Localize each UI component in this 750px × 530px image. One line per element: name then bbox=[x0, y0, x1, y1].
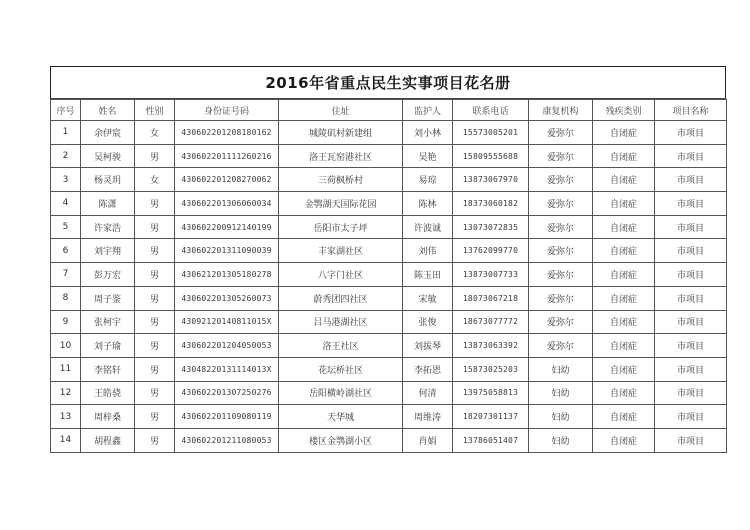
table-row bbox=[51, 428, 727, 452]
table-cell: 6 bbox=[51, 239, 81, 263]
table-cell: 43048220131114013X bbox=[175, 357, 279, 381]
table-cell: 13873067970 bbox=[453, 168, 529, 192]
table-cell: 自闭症 bbox=[593, 357, 655, 381]
table-cell: 张柯宇 bbox=[81, 310, 135, 334]
table-cell: 花坛桥社区 bbox=[279, 357, 403, 381]
table-cell: 430602201311090039 bbox=[175, 239, 279, 263]
table-row bbox=[51, 215, 727, 239]
table-cell: 男 bbox=[135, 286, 175, 310]
table-cell: 自闭症 bbox=[593, 263, 655, 287]
table-cell: 刘宇翔 bbox=[81, 239, 135, 263]
header-cell: 性别 bbox=[135, 100, 175, 121]
table-cell: 刘拔琴 bbox=[403, 334, 453, 358]
table-cell: 洛王瓦窑港社区 bbox=[279, 144, 403, 168]
table-cell: 430602201111260216 bbox=[175, 144, 279, 168]
table-cell: 妇幼 bbox=[529, 357, 593, 381]
table-cell: 男 bbox=[135, 334, 175, 358]
table-cell: 市项目 bbox=[655, 215, 727, 239]
table-cell: 市项目 bbox=[655, 286, 727, 310]
table-cell: 自闭症 bbox=[593, 144, 655, 168]
table-cell: 430602201305260073 bbox=[175, 286, 279, 310]
table-cell: 女 bbox=[135, 168, 175, 192]
table-cell: 宋敏 bbox=[403, 286, 453, 310]
table-cell: 彭万宏 bbox=[81, 263, 135, 287]
table-cell: 18673077772 bbox=[453, 310, 529, 334]
table-row bbox=[51, 334, 727, 358]
table-cell: 岳阳市太子坪 bbox=[279, 215, 403, 239]
table-cell: 市项目 bbox=[655, 334, 727, 358]
table-cell: 15809555688 bbox=[453, 144, 529, 168]
table-cell: 爱弥尔 bbox=[529, 239, 593, 263]
table-cell: 11 bbox=[51, 357, 81, 381]
table-cell: 12 bbox=[51, 381, 81, 405]
table-cell: 李铭轩 bbox=[81, 357, 135, 381]
table-cell: 岳阳横岭湖社区 bbox=[279, 381, 403, 405]
table-cell: 430602201204050053 bbox=[175, 334, 279, 358]
header-cell: 联系电话 bbox=[453, 100, 529, 121]
table-cell: 自闭症 bbox=[593, 168, 655, 192]
table-cell: 4 bbox=[51, 192, 81, 216]
table-cell: 易琼 bbox=[403, 168, 453, 192]
header-row bbox=[51, 100, 727, 121]
table-cell: 吴柯骏 bbox=[81, 144, 135, 168]
table-cell: 男 bbox=[135, 239, 175, 263]
table-cell: 爱弥尔 bbox=[529, 286, 593, 310]
table-cell: 李拓恩 bbox=[403, 357, 453, 381]
table-cell: 市项目 bbox=[655, 239, 727, 263]
table-cell: 金鹗湖天国际花园 bbox=[279, 192, 403, 216]
table-cell: 自闭症 bbox=[593, 121, 655, 145]
table-cell: 市项目 bbox=[655, 121, 727, 145]
table-cell: 爱弥尔 bbox=[529, 168, 593, 192]
table-cell: 丰家湖社区 bbox=[279, 239, 403, 263]
table-cell: 陈林 bbox=[403, 192, 453, 216]
table-cell: 8 bbox=[51, 286, 81, 310]
table-cell: 13975058813 bbox=[453, 381, 529, 405]
table-cell: 刘伟 bbox=[403, 239, 453, 263]
header-cell: 项目名称 bbox=[655, 100, 727, 121]
table-cell: 市项目 bbox=[655, 381, 727, 405]
table-cell: 杨灵玥 bbox=[81, 168, 135, 192]
table-row bbox=[51, 168, 727, 192]
table-cell: 430602201208270062 bbox=[175, 168, 279, 192]
table-cell: 430602201307250276 bbox=[175, 381, 279, 405]
table-cell: 男 bbox=[135, 215, 175, 239]
header-cell: 序号 bbox=[51, 100, 81, 121]
table-cell: 楼区金鹗湖小区 bbox=[279, 428, 403, 452]
table-row bbox=[51, 357, 727, 381]
header-cell: 监护人 bbox=[403, 100, 453, 121]
table-cell: 蔚秀团四社区 bbox=[279, 286, 403, 310]
table-row bbox=[51, 263, 727, 287]
table-cell: 周梓桑 bbox=[81, 405, 135, 429]
table-cell: 吴艳 bbox=[403, 144, 453, 168]
table-cell: 430602201306060034 bbox=[175, 192, 279, 216]
table-cell: 刘小林 bbox=[403, 121, 453, 145]
table-cell: 市项目 bbox=[655, 144, 727, 168]
table-cell: 市项目 bbox=[655, 428, 727, 452]
table-cell: 10 bbox=[51, 334, 81, 358]
table-cell: 430602201211080053 bbox=[175, 428, 279, 452]
table-row bbox=[51, 121, 727, 145]
table-cell: 2 bbox=[51, 144, 81, 168]
table-cell: 妇幼 bbox=[529, 405, 593, 429]
table-cell: 妇幼 bbox=[529, 428, 593, 452]
table-cell: 1 bbox=[51, 121, 81, 145]
table-cell: 天华城 bbox=[279, 405, 403, 429]
table-cell: 妇幼 bbox=[529, 381, 593, 405]
table-row bbox=[51, 405, 727, 429]
table-cell: 刘子瑜 bbox=[81, 334, 135, 358]
table-cell: 陈玉田 bbox=[403, 263, 453, 287]
table-cell: 13873063392 bbox=[453, 334, 529, 358]
table-cell: 爱弥尔 bbox=[529, 310, 593, 334]
table-cell: 爱弥尔 bbox=[529, 215, 593, 239]
table-cell: 市项目 bbox=[655, 168, 727, 192]
table-row bbox=[51, 144, 727, 168]
table-cell: 自闭症 bbox=[593, 286, 655, 310]
roster-table bbox=[50, 99, 727, 453]
table-cell: 自闭症 bbox=[593, 239, 655, 263]
table-row bbox=[51, 381, 727, 405]
table-cell: 许家浩 bbox=[81, 215, 135, 239]
table-row bbox=[51, 286, 727, 310]
table-cell: 何清 bbox=[403, 381, 453, 405]
table-row bbox=[51, 239, 727, 263]
table-cell: 13 bbox=[51, 405, 81, 429]
table-cell: 王皓骁 bbox=[81, 381, 135, 405]
table-cell: 男 bbox=[135, 144, 175, 168]
table-cell: 洛王社区 bbox=[279, 334, 403, 358]
table-cell: 自闭症 bbox=[593, 428, 655, 452]
table-cell: 周维涛 bbox=[403, 405, 453, 429]
table-cell: 自闭症 bbox=[593, 192, 655, 216]
table-cell: 男 bbox=[135, 263, 175, 287]
table-cell: 自闭症 bbox=[593, 334, 655, 358]
table-cell: 市项目 bbox=[655, 192, 727, 216]
header-cell: 身份证号码 bbox=[175, 100, 279, 121]
table-cell: 张俊 bbox=[403, 310, 453, 334]
table-cell: 爱弥尔 bbox=[529, 121, 593, 145]
table-cell: 三荷枫桥村 bbox=[279, 168, 403, 192]
table-cell: 43092120140811015X bbox=[175, 310, 279, 334]
header-cell: 姓名 bbox=[81, 100, 135, 121]
table-cell: 18373060182 bbox=[453, 192, 529, 216]
table-cell: 13873007733 bbox=[453, 263, 529, 287]
table-cell: 13786051407 bbox=[453, 428, 529, 452]
table-cell: 男 bbox=[135, 405, 175, 429]
table-cell: 18207301137 bbox=[453, 405, 529, 429]
table-cell: 13073072835 bbox=[453, 215, 529, 239]
document-title: 2016年省重点民生实事项目花名册 bbox=[50, 66, 726, 99]
table-cell: 13762099770 bbox=[453, 239, 529, 263]
table-cell: 余伊宸 bbox=[81, 121, 135, 145]
table-cell: 430621201305180278 bbox=[175, 263, 279, 287]
table-cell: 市项目 bbox=[655, 405, 727, 429]
table-cell: 男 bbox=[135, 357, 175, 381]
table-cell: 爱弥尔 bbox=[529, 144, 593, 168]
table-cell: 男 bbox=[135, 192, 175, 216]
table-cell: 430602201208180162 bbox=[175, 121, 279, 145]
table-cell: 肖娟 bbox=[403, 428, 453, 452]
table-cell: 430602201109080119 bbox=[175, 405, 279, 429]
table-cell: 5 bbox=[51, 215, 81, 239]
table-cell: 周子鉴 bbox=[81, 286, 135, 310]
table-cell: 爱弥尔 bbox=[529, 263, 593, 287]
table-cell: 自闭症 bbox=[593, 405, 655, 429]
roster-sheet bbox=[50, 66, 726, 453]
table-cell: 14 bbox=[51, 428, 81, 452]
table-cell: 7 bbox=[51, 263, 81, 287]
table-cell: 陈潇 bbox=[81, 192, 135, 216]
table-cell: 吕马港湖社区 bbox=[279, 310, 403, 334]
table-cell: 男 bbox=[135, 428, 175, 452]
table-cell: 430602200912140199 bbox=[175, 215, 279, 239]
table-cell: 爱弥尔 bbox=[529, 192, 593, 216]
table-cell: 市项目 bbox=[655, 310, 727, 334]
table-row bbox=[51, 192, 727, 216]
table-cell: 自闭症 bbox=[593, 215, 655, 239]
table-cell: 城陵矶村新建组 bbox=[279, 121, 403, 145]
table-cell: 3 bbox=[51, 168, 81, 192]
table-cell: 胡程鑫 bbox=[81, 428, 135, 452]
table-cell: 自闭症 bbox=[593, 381, 655, 405]
table-cell: 男 bbox=[135, 310, 175, 334]
table-body bbox=[51, 121, 727, 453]
header-cell: 残疾类别 bbox=[593, 100, 655, 121]
table-cell: 爱弥尔 bbox=[529, 334, 593, 358]
header-cell: 康复机构 bbox=[529, 100, 593, 121]
table-cell: 15573005201 bbox=[453, 121, 529, 145]
table-cell: 9 bbox=[51, 310, 81, 334]
table-cell: 八字门社区 bbox=[279, 263, 403, 287]
header-cell: 住址 bbox=[279, 100, 403, 121]
table-cell: 自闭症 bbox=[593, 310, 655, 334]
table-cell: 女 bbox=[135, 121, 175, 145]
table-cell: 市项目 bbox=[655, 263, 727, 287]
table-cell: 男 bbox=[135, 381, 175, 405]
table-row bbox=[51, 310, 727, 334]
table-cell: 18073067218 bbox=[453, 286, 529, 310]
table-cell: 15873025203 bbox=[453, 357, 529, 381]
table-cell: 许波诚 bbox=[403, 215, 453, 239]
table-cell: 市项目 bbox=[655, 357, 727, 381]
